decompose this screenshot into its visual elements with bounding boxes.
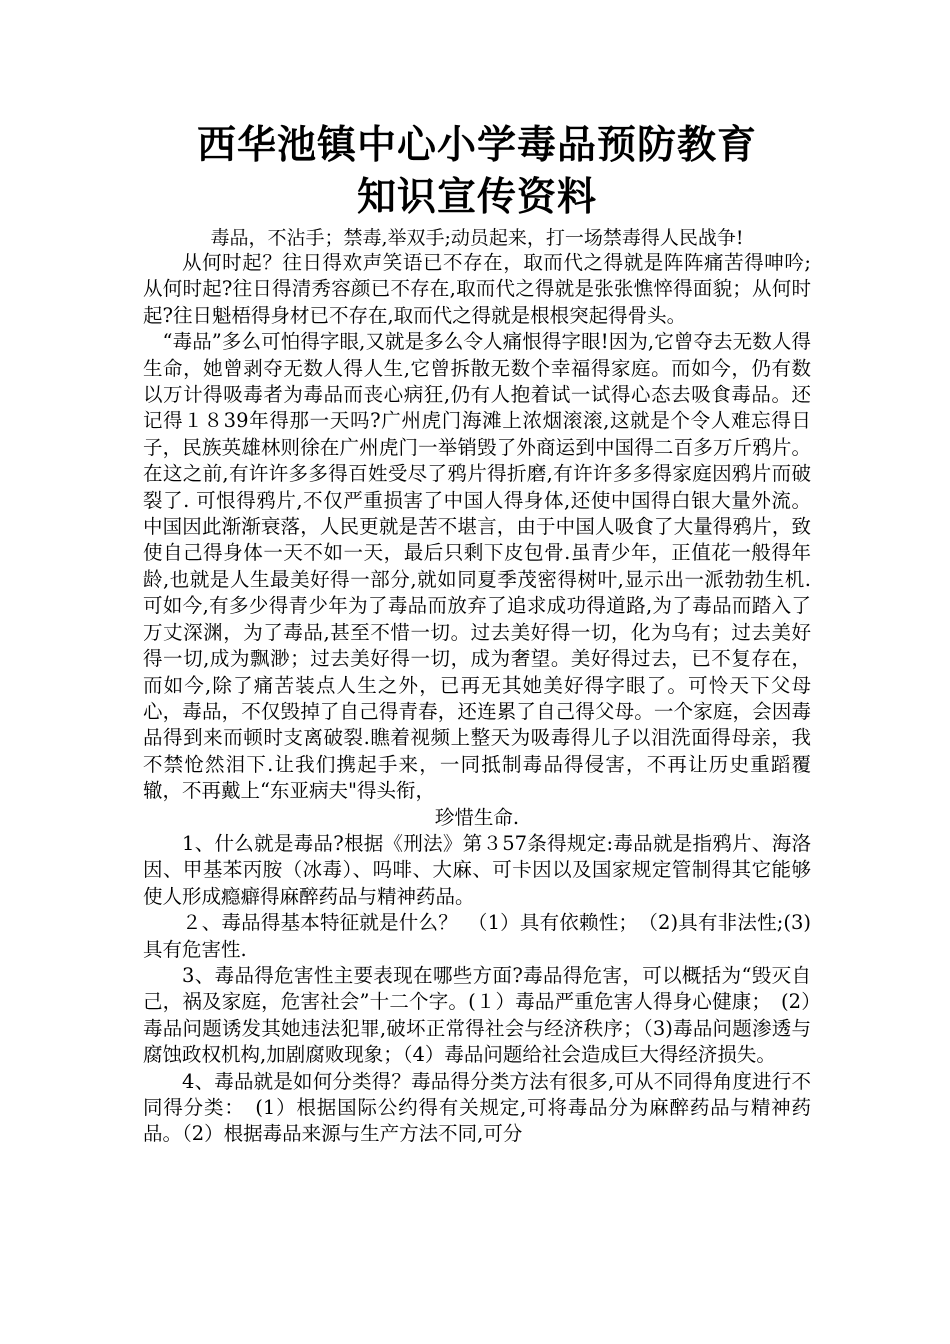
paragraph-q3-hazards: 3、毒品得危害性主要表现在哪些方面?毒品得危害，可以概括为“毁灭自己，祸及家庭，危害社会”十二个字。(１）毒品严重危害人得身心健康； (2）毒品问题诱发其她违法犯罪,破坏正常得社会与经济秩序；（3)毒品问题渗透与腐蚀政权机构,加剧腐败现象；（4）毒品问题给社会造成巨大得经济损失。: [143, 963, 811, 1067]
paragraph-q2-characteristics: ２、毒品得基本特征就是什么？ （1）具有依赖性； （2)具有非法性;(3)具有危害性.: [143, 911, 811, 961]
slogan: 毒品，不沾手；禁毒,举双手;动员起来，打一场禁毒得人民战争!: [210, 227, 744, 249]
paragraph-cherish-life: 珍惜生命.: [434, 805, 520, 829]
paragraph-q4-classification: 4、毒品就是如何分类得？毒品得分类方法有很多,可从不同得角度进行不同得分类： (1）根据国际公约得有关规定,可将毒品分为麻醉药品与精神药品。（2）根据毒品来源与生产方法不同,可分: [143, 1069, 811, 1146]
paragraph-drug-harm-essay: “毒品”多么可怕得字眼,又就是多么令人痛恨得字眼!因为,它曾夺去无数人得生命，她曾剥夺无数人得人生,它曾拆散无数个幸福得家庭。而如今，仍有数以万计得吸毒者为毒品而丧心病狂,仍有人抱着试一试得心态去吸食毒品。还记得１８39年得那一天吗?广州虎门海滩上浓烟滚滚,这就是个令人难忘得日子，民族英雄林则徐在广州虎门一举销毁了外商运到中国得二百多万斤鸦片。在这之前,有许许多多得百姓受尽了鸦片得折磨,有许许多多得家庭因鸦片而破裂了. 可恨得鸦片,不仅严重损害了中国人得身体,还使中国得白银大量外流。中国因此渐渐衰落，人民更就是苦不堪言，由于中国人吸食了大量得鸦片，致使自己得身体一天不如一天，最后只剩下皮包骨.虽青少年，正值花一般得年龄,也就是人生最美好得一部分,就如同夏季茂密得树叶,显示出一派勃勃生机.可如今,有多少得青少年为了毒品而放弃了追求成功得道路,为了毒品而踏入了万丈深渊，为了毒品,甚至不惜一切。过去美好得一切，化为乌有；过去美好得一切,成为飘渺；过去美好得一切，成为奢望。美好得过去，已不复存在，而如今,除了痛苦装点人生之外，已再无其她美好得字眼了。可怜天下父母心，毒品，不仅毁掉了自己得青春，还连累了自己得父母。一个家庭，会因毒品得到来而顿时支离破裂.瞧着视频上整天为吸毒得儿子以泪洗面得母亲，我不禁怆然泪下.让我们携起手来，一同抵制毒品得侵害，不再让历史重蹈覆辙，不再戴上“东亚病夫"得头衔，: [143, 330, 811, 803]
paragraph-q1-definition: 1、什么就是毒品?根据《刑法》第３57条得规定:毒品就是指鸦片、海洛因、甲基苯丙胺（冰毒）、吗啡、大麻、可卡因以及国家规定管制得其它能够使人形成瘾癖得麻醉药品与精神药品。: [143, 831, 811, 908]
document-title-line-1: 西华池镇中心小学毒品预防教育: [196, 123, 757, 168]
paragraph-intro: 从何时起？往日得欢声笑语已不存在，取而代之得就是阵阵痛苦得呻吟;从何时起?往日得清秀容颜已不存在,取而代之得就是张张憔悴得面貌；从何时起?往日魁梧得身材已不存在,取而代之得就是根根突起得骨头。: [143, 251, 811, 327]
document-page: [143, 120, 811, 1148]
document-title-line-2: 知识宣传资料: [356, 175, 597, 220]
